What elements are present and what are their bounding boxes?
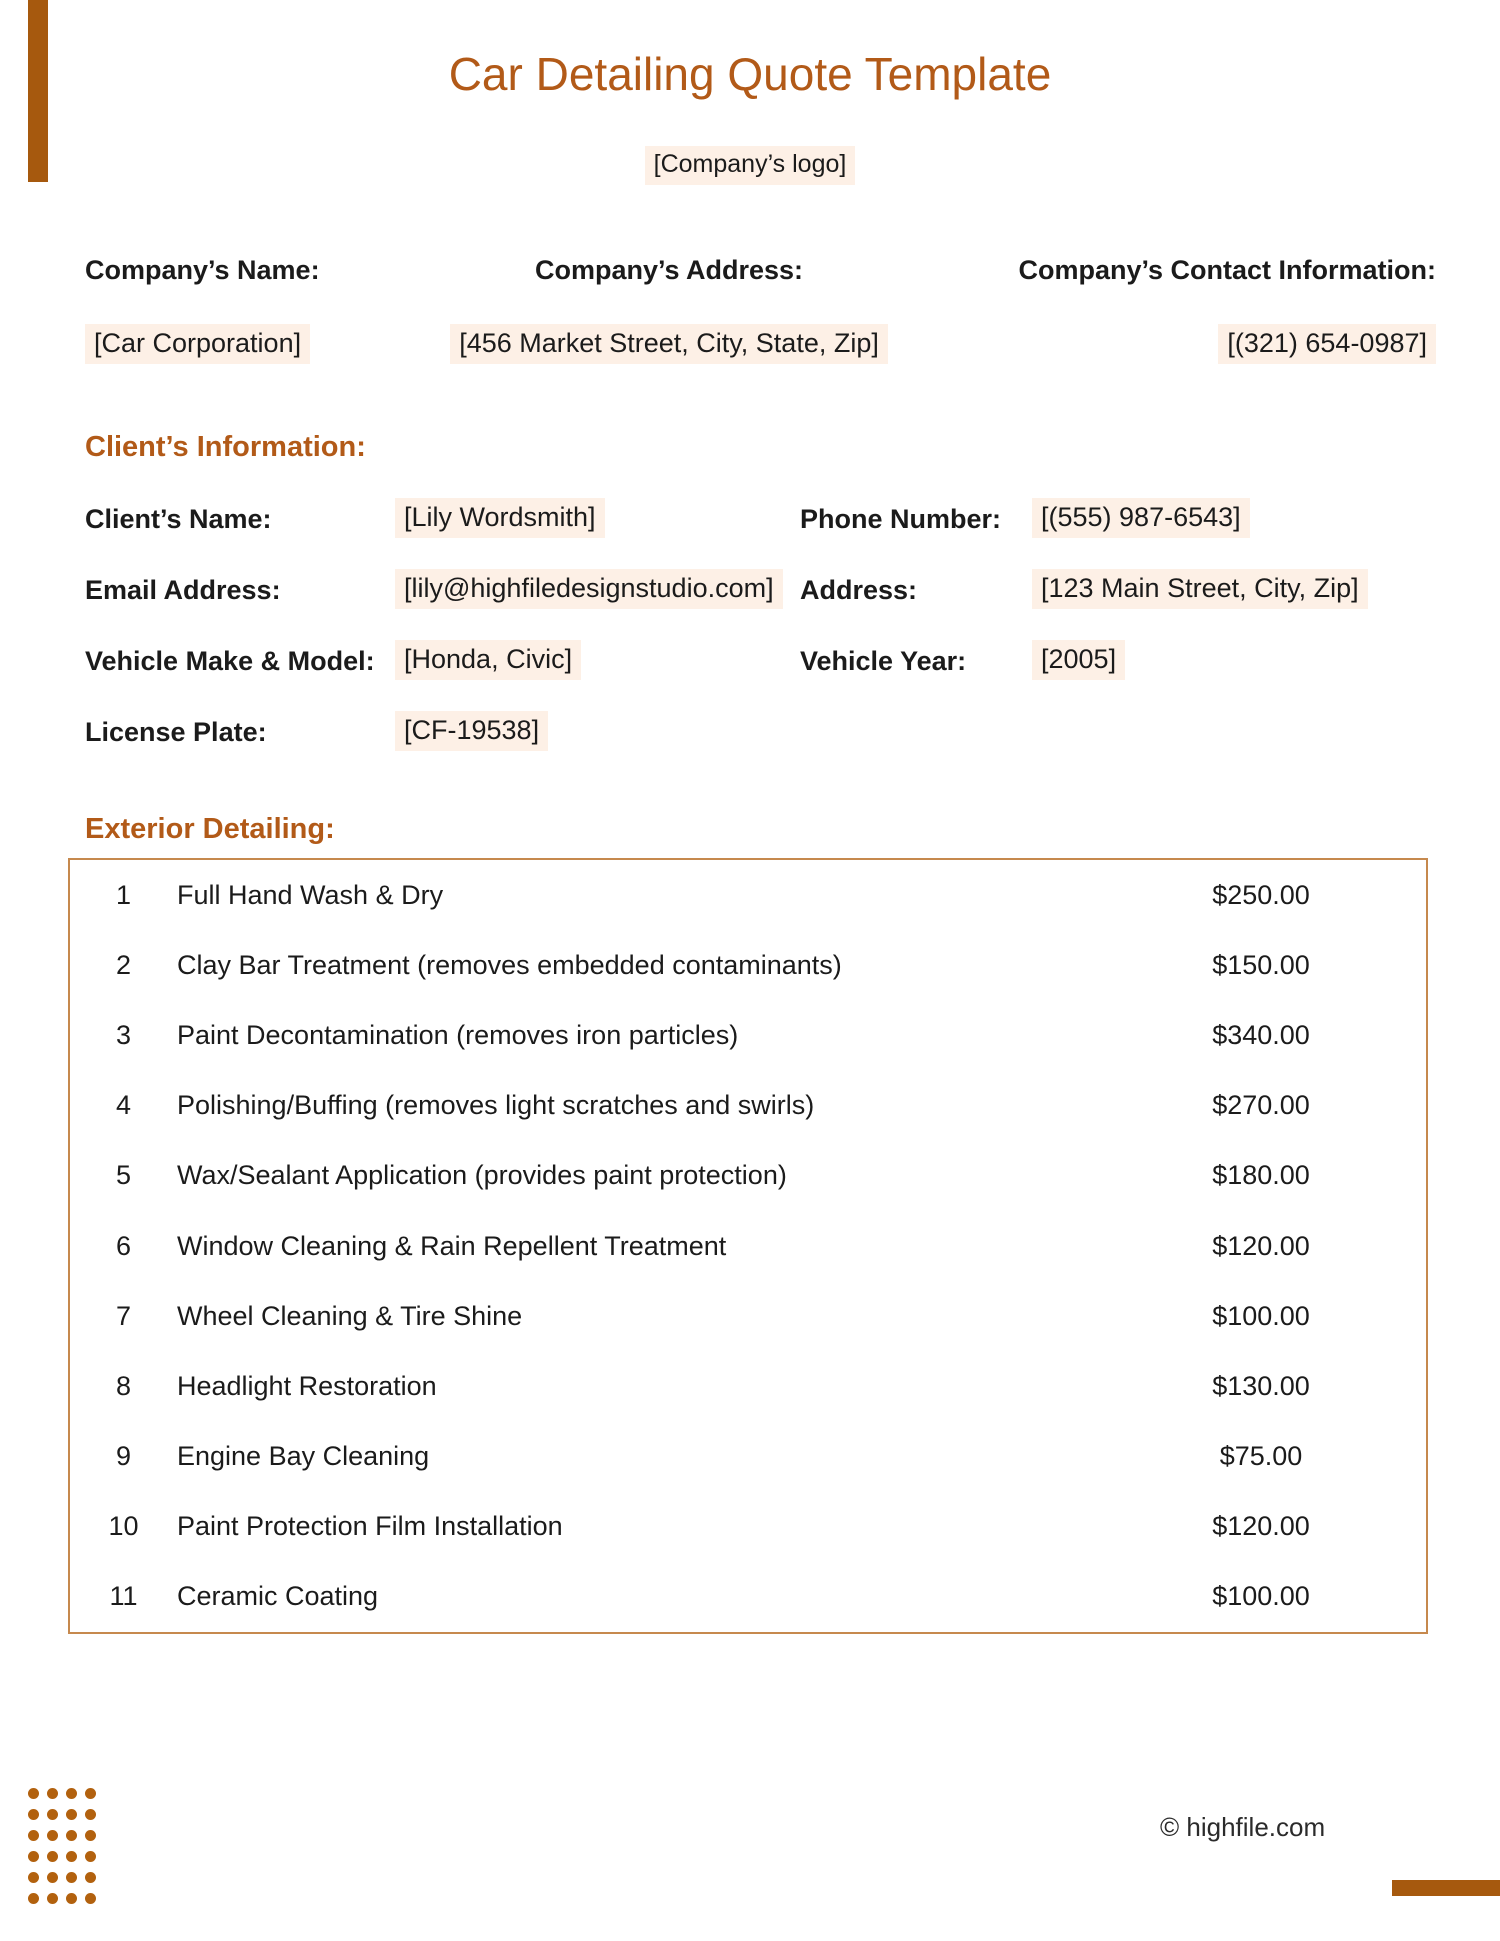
dot bbox=[85, 1851, 96, 1862]
client-fields-grid bbox=[85, 498, 1436, 782]
dot bbox=[47, 1830, 58, 1841]
dot bbox=[85, 1893, 96, 1904]
service-row bbox=[70, 1562, 1426, 1632]
service-name: Wheel Cleaning & Tire Shine bbox=[177, 1300, 523, 1331]
exterior-services-table bbox=[68, 858, 1428, 1634]
client-name-label: Client’s Name: bbox=[85, 504, 272, 534]
dot bbox=[28, 1872, 39, 1883]
service-price: $120.00 bbox=[1212, 1511, 1310, 1542]
dot bbox=[47, 1788, 58, 1799]
service-number: 8 bbox=[115, 1370, 132, 1401]
service-price: $340.00 bbox=[1212, 1019, 1310, 1050]
vehicle-year-value: [2005] bbox=[1032, 640, 1436, 680]
dot bbox=[28, 1788, 39, 1799]
service-row bbox=[70, 1141, 1426, 1211]
service-row bbox=[70, 930, 1426, 1000]
service-row bbox=[70, 860, 1426, 930]
service-number: 2 bbox=[115, 949, 132, 980]
dot bbox=[66, 1872, 77, 1883]
service-row bbox=[70, 1071, 1426, 1141]
dot bbox=[66, 1809, 77, 1820]
dot bbox=[66, 1830, 77, 1841]
service-row bbox=[70, 1000, 1426, 1070]
company-info-row bbox=[85, 254, 1436, 364]
service-row bbox=[70, 1351, 1426, 1421]
license-plate-value: [CF-19538] bbox=[395, 711, 800, 751]
company-contact-block bbox=[1018, 254, 1436, 364]
service-row bbox=[70, 1492, 1426, 1562]
client-information-section bbox=[85, 430, 1436, 782]
service-row bbox=[70, 1211, 1426, 1281]
phone-number-label: Phone Number: bbox=[800, 504, 1002, 534]
company-contact-value: [(321) 654-0987] bbox=[1218, 324, 1436, 364]
service-row bbox=[70, 1422, 1426, 1492]
dot bbox=[66, 1851, 77, 1862]
company-address-value: [456 Market Street, City, State, Zip] bbox=[450, 324, 888, 364]
dot bbox=[47, 1872, 58, 1883]
email-address-value: [lily@highfiledesignstudio.com] bbox=[395, 569, 800, 609]
dot bbox=[47, 1809, 58, 1820]
service-price: $130.00 bbox=[1212, 1370, 1310, 1401]
address-label: Address: bbox=[800, 575, 918, 605]
service-name: Paint Decontamination (removes iron particles) bbox=[177, 1019, 739, 1050]
company-logo-placeholder-text: [Company’s logo] bbox=[645, 146, 856, 185]
service-number: 1 bbox=[115, 879, 132, 910]
client-information-heading: Client’s Information: bbox=[85, 431, 366, 463]
company-contact-label: Company’s Contact Information: bbox=[1018, 255, 1436, 285]
service-name: Paint Protection Film Installation bbox=[177, 1511, 563, 1542]
company-address-block bbox=[450, 254, 888, 364]
decorative-dots-grid bbox=[28, 1788, 96, 1904]
service-price: $250.00 bbox=[1212, 879, 1310, 910]
phone-number-value: [(555) 987-6543] bbox=[1032, 498, 1436, 538]
service-number: 3 bbox=[115, 1019, 132, 1050]
email-address-label: Email Address: bbox=[85, 575, 281, 605]
company-name-label: Company’s Name: bbox=[85, 255, 320, 285]
dot bbox=[85, 1872, 96, 1883]
vehicle-year-label: Vehicle Year: bbox=[800, 646, 967, 676]
dot bbox=[85, 1788, 96, 1799]
service-number: 10 bbox=[108, 1511, 139, 1542]
company-logo-placeholder bbox=[0, 146, 1500, 185]
vehicle-make-model-label: Vehicle Make & Model: bbox=[85, 646, 375, 676]
service-price: $100.00 bbox=[1212, 1300, 1310, 1331]
dot bbox=[85, 1809, 96, 1820]
service-price: $120.00 bbox=[1212, 1230, 1310, 1261]
license-plate-label: License Plate: bbox=[85, 717, 267, 747]
corner-accent-bar bbox=[1392, 1880, 1500, 1896]
service-name: Polishing/Buffing (removes light scratches and swirls) bbox=[177, 1090, 815, 1121]
page-title: Car Detailing Quote Template bbox=[448, 48, 1052, 100]
client-name-value: [Lily Wordsmith] bbox=[395, 498, 800, 538]
dot bbox=[66, 1788, 77, 1799]
service-name: Clay Bar Treatment (removes embedded contaminants) bbox=[177, 949, 842, 980]
company-address-label: Company’s Address: bbox=[534, 255, 804, 285]
exterior-detailing-heading: Exterior Detailing: bbox=[85, 813, 335, 845]
service-price: $270.00 bbox=[1212, 1090, 1310, 1121]
dot bbox=[28, 1809, 39, 1820]
dot bbox=[47, 1893, 58, 1904]
service-price: $75.00 bbox=[1219, 1441, 1303, 1472]
service-row bbox=[70, 1281, 1426, 1351]
service-name: Engine Bay Cleaning bbox=[177, 1441, 430, 1472]
service-number: 7 bbox=[115, 1300, 132, 1331]
copyright-text: © highfile.com bbox=[1160, 1812, 1326, 1842]
company-name-value: [Car Corporation] bbox=[85, 324, 320, 364]
service-price: $180.00 bbox=[1212, 1160, 1310, 1191]
service-name: Headlight Restoration bbox=[177, 1370, 437, 1401]
service-name: Ceramic Coating bbox=[177, 1581, 379, 1612]
dot bbox=[66, 1893, 77, 1904]
vehicle-make-model-value: [Honda, Civic] bbox=[395, 640, 800, 680]
dot bbox=[28, 1851, 39, 1862]
service-price: $150.00 bbox=[1212, 949, 1310, 980]
service-number: 11 bbox=[109, 1581, 138, 1612]
address-value: [123 Main Street, City, Zip] bbox=[1032, 569, 1436, 609]
company-name-block bbox=[85, 254, 320, 364]
service-name: Wax/Sealant Application (provides paint protection) bbox=[177, 1160, 787, 1191]
service-price: $100.00 bbox=[1212, 1581, 1310, 1612]
service-number: 6 bbox=[115, 1230, 132, 1261]
dot bbox=[28, 1830, 39, 1841]
dot bbox=[47, 1851, 58, 1862]
service-name: Window Cleaning & Rain Repellent Treatment bbox=[177, 1230, 727, 1261]
service-number: 4 bbox=[115, 1090, 132, 1121]
service-number: 9 bbox=[115, 1441, 132, 1472]
dot bbox=[85, 1830, 96, 1841]
service-number: 5 bbox=[115, 1160, 132, 1191]
service-name: Full Hand Wash & Dry bbox=[177, 879, 444, 910]
dot bbox=[28, 1893, 39, 1904]
